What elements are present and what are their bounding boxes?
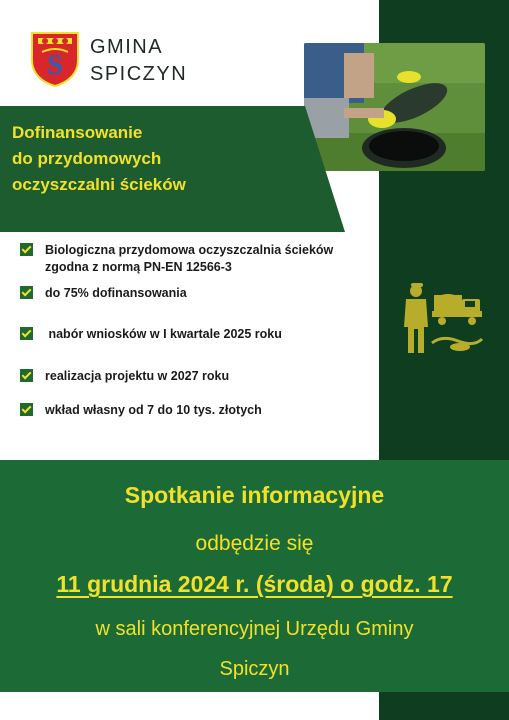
checkmark-icon <box>20 403 33 416</box>
event-location: w sali konferencyjnej Urzędu Gminy <box>95 618 414 640</box>
list-item <box>20 285 187 302</box>
event-date: 11 grudnia 2024 r. (środa) o godz. 17 <box>56 571 453 597</box>
event-subtitle: odbędzie się <box>195 532 314 555</box>
checkmark-icon <box>20 286 33 299</box>
coat-of-arms-icon <box>28 30 82 88</box>
checkmark-icon <box>20 369 33 382</box>
bottom-right-decor <box>379 692 509 720</box>
svg-text:S: S <box>47 50 63 81</box>
checkmark-icon <box>20 243 33 256</box>
list-item <box>20 402 262 419</box>
logo-line1: GMINA <box>90 36 164 58</box>
list-item <box>20 368 229 385</box>
bullet-text: do 75% dofinansowania <box>45 286 187 300</box>
bullet-text: wkład własny od 7 do 10 tys. złotych <box>45 403 262 417</box>
septic-service-icon <box>402 283 486 357</box>
banner-title <box>12 120 312 198</box>
banner-line1: Dofinansowanie <box>12 123 143 142</box>
bullet-text: realizacja projektu w 2027 roku <box>45 369 230 383</box>
event-title: Spotkanie informacyjne <box>124 482 385 508</box>
logo-wordmark <box>90 34 187 88</box>
banner-line3: oczyszczalni ścieków <box>12 175 186 194</box>
checkmark-icon <box>20 327 33 340</box>
bullet-text: Biologiczna przydomowa oczyszczalnia ścieków <box>45 243 334 257</box>
banner-line2: do przydomowych <box>12 149 162 168</box>
list-item <box>20 326 282 343</box>
bullet-text: nabór wniosków w I kwartale 2025 roku <box>45 327 282 341</box>
logo-line2: SPICZYN <box>90 63 188 85</box>
list-item <box>20 242 333 276</box>
event-location-city: Spiczyn <box>219 658 290 680</box>
bullet-text: zgodna z normą PN-EN 12566-3 <box>45 260 232 274</box>
